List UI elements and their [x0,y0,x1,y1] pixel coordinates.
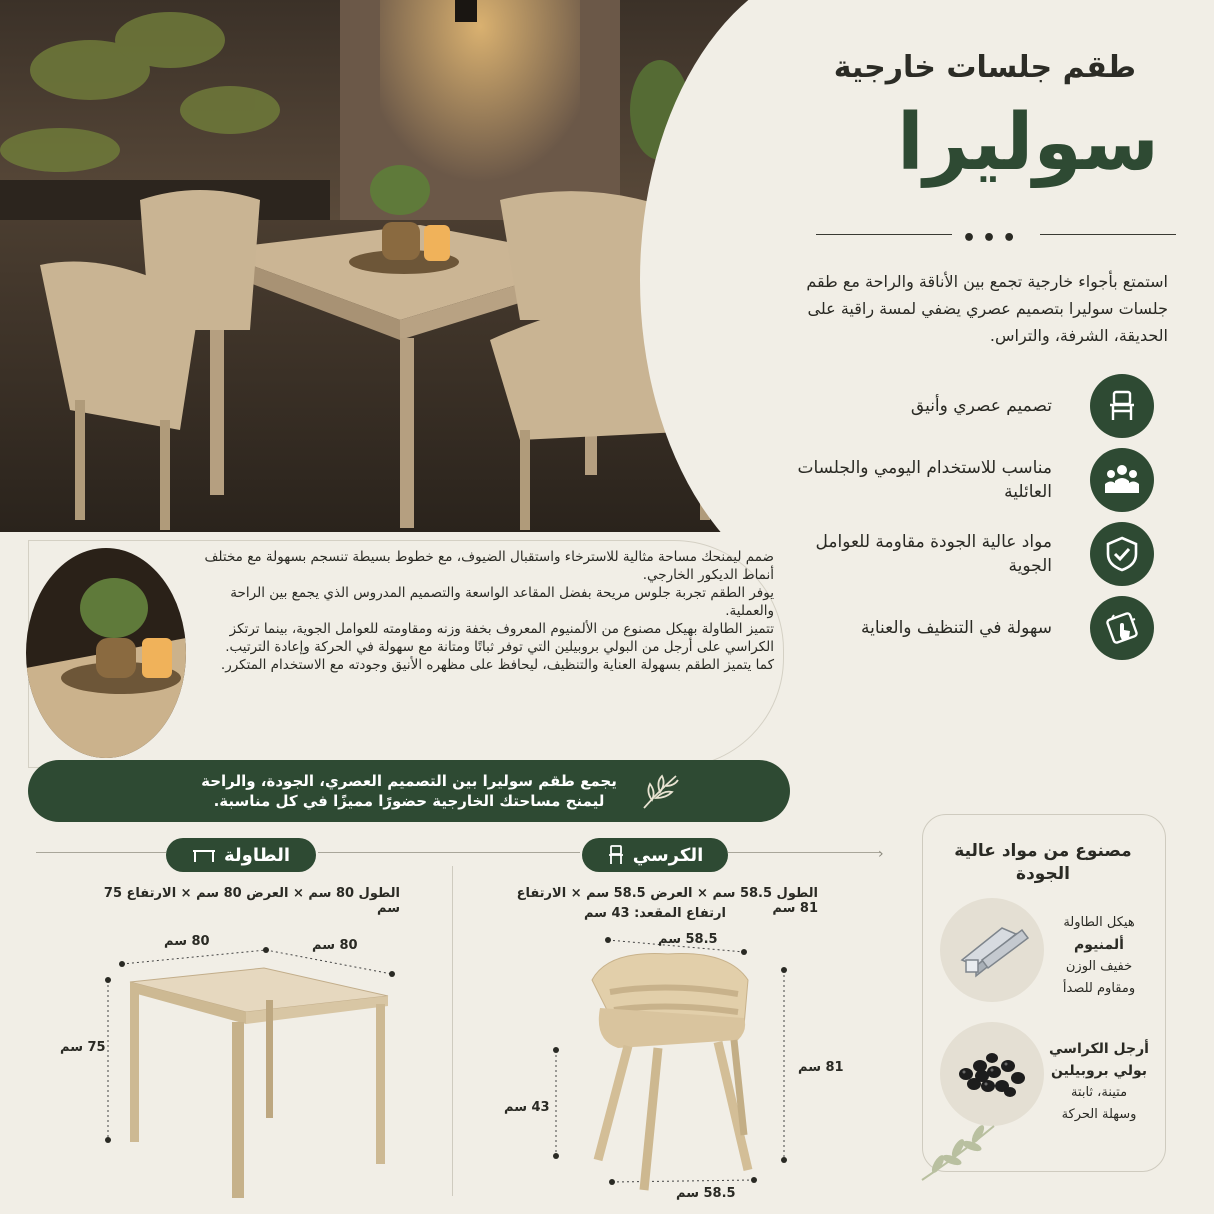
feature-daily-use [794,448,1154,512]
feature-label: سهولة في التنظيف والعناية [861,618,1052,638]
material-line: خفيف الوزن [1065,959,1133,974]
aluminum-text [1044,912,1154,1000]
chair-label [582,838,728,872]
chair-small-icon [607,845,625,865]
section-rule [36,852,166,853]
arrow-icon: › [878,846,884,862]
page-title: سوليرا [897,98,1159,188]
table-width-label: 80 سم [164,934,210,949]
divider-left [816,234,952,235]
table-height-label: 75 سم [60,1040,106,1055]
material-line: أرجل الكراسي [1049,1041,1149,1057]
section-rule [318,852,580,853]
table-label [166,838,316,872]
banner-line: ليمنح مساحتك الخارجية حضورًا مميزًا في كل مناسبة. [213,792,605,810]
candle-table-photo [26,548,186,758]
shield-check-icon [1090,522,1154,586]
subtitle: طقم جلسات خارجية [833,50,1136,85]
summary-banner [28,760,790,822]
banner-text [201,771,617,811]
divider-dots: ••• [962,226,1023,251]
aluminum-image [940,898,1044,1002]
materials-title: مصنوع من مواد عالية الجودة [954,841,1132,884]
material-line: متينة، ثابتة [1070,1085,1128,1100]
table-label-text: الطاولة [223,844,291,866]
feature-modern-design [794,374,1154,438]
material-line: هيكل الطاولة [1063,915,1135,930]
chair-dimensions: الطول 58.5 سم × العرض 58.5 سم × الارتفاع 81 سم [516,886,818,916]
description-paragraph: يوفر الطقم تجربة جلوس مريحة بفضل المقاعد الواسعة والتصميم المدروس الذي يجمع بين الراحة والعملية. [230,585,774,619]
material-name: بولي بروبيلين [1051,1063,1147,1079]
family-icon [1090,448,1154,512]
description-paragraph: كما يتميز الطقم بسهولة العناية والتنظيف، ليحافظ على مظهره الأنيق وجودته مع الاستخدام المتكرر. [220,657,774,673]
feature-label: تصميم عصري وأنيق [910,396,1052,416]
feature-label: مناسب للاستخدام اليومي والجلسات العائلية [797,458,1052,502]
table-diagram [40,930,420,1206]
olive-branch-icon [918,1120,998,1184]
chair-top-width-label: 58.5 سم [658,932,718,947]
description-paragraph: تتميز الطاولة بهيكل مصنوع من الألمنيوم المعروف بخفة وزنه ومقاومته للعوامل الجوية، بينما ترتكز الكراسي على أرجل من البولي بروبيلين التي توفر ثباتًا ومتانة مع سهولة في الحركة وإعادة الترتيب. [225,621,774,655]
chair-bottom-width-label: 58.5 سم [676,1186,736,1201]
hero-photo [0,0,800,532]
feature-label: مواد عالية الجودة مقاومة للعوامل الجوية [815,532,1052,576]
polypropylene-text [1044,1038,1154,1126]
material-line: وسهلة الحركة [1061,1107,1137,1122]
material-line: ومقاوم للصدأ [1062,981,1136,996]
material-name: ألمنيوم [1074,937,1124,953]
leaf-icon [638,772,682,812]
table-dimensions: الطول 80 سم × العرض 80 سم × الارتفاع 75 سم [103,886,400,916]
chair-height-label: 81 سم [798,1060,844,1075]
section-rule [728,852,880,853]
divider-right [1040,234,1176,235]
cleaning-icon [1090,596,1154,660]
description-paragraph: ضمم ليمنحك مساحة مثالية للاسترخاء واستقبال الضيوف، مع خطوط بسيطة تنسجم بسهولة مع مختلف أنماط الديكور الخارجي. [204,549,774,583]
polypropylene-image [940,1022,1044,1126]
feature-easy-cleaning [794,596,1154,660]
feature-quality-materials [794,522,1154,586]
table-icon [192,847,216,863]
chair-seat-height: ارتفاع المقعد: 43 سم [583,906,726,921]
description-text [190,548,774,674]
chair-seat-label: 43 سم [504,1100,550,1115]
chair-icon [1090,374,1154,438]
intro-text: استمتع بأجواء خارجية تجمع بين الأناقة والراحة مع طقم جلسات سوليرا بتصميم عصري يضفي لمسة راقية على الحديقة، الشرفة، والتراس. [806,272,1168,345]
table-depth-label: 80 سم [312,938,358,953]
banner-line: يجمع طقم سوليرا بين التصميم العصري، الجودة، والراحة [201,772,617,790]
column-divider [452,866,453,1196]
chair-label-text: الكرسي [632,844,704,866]
